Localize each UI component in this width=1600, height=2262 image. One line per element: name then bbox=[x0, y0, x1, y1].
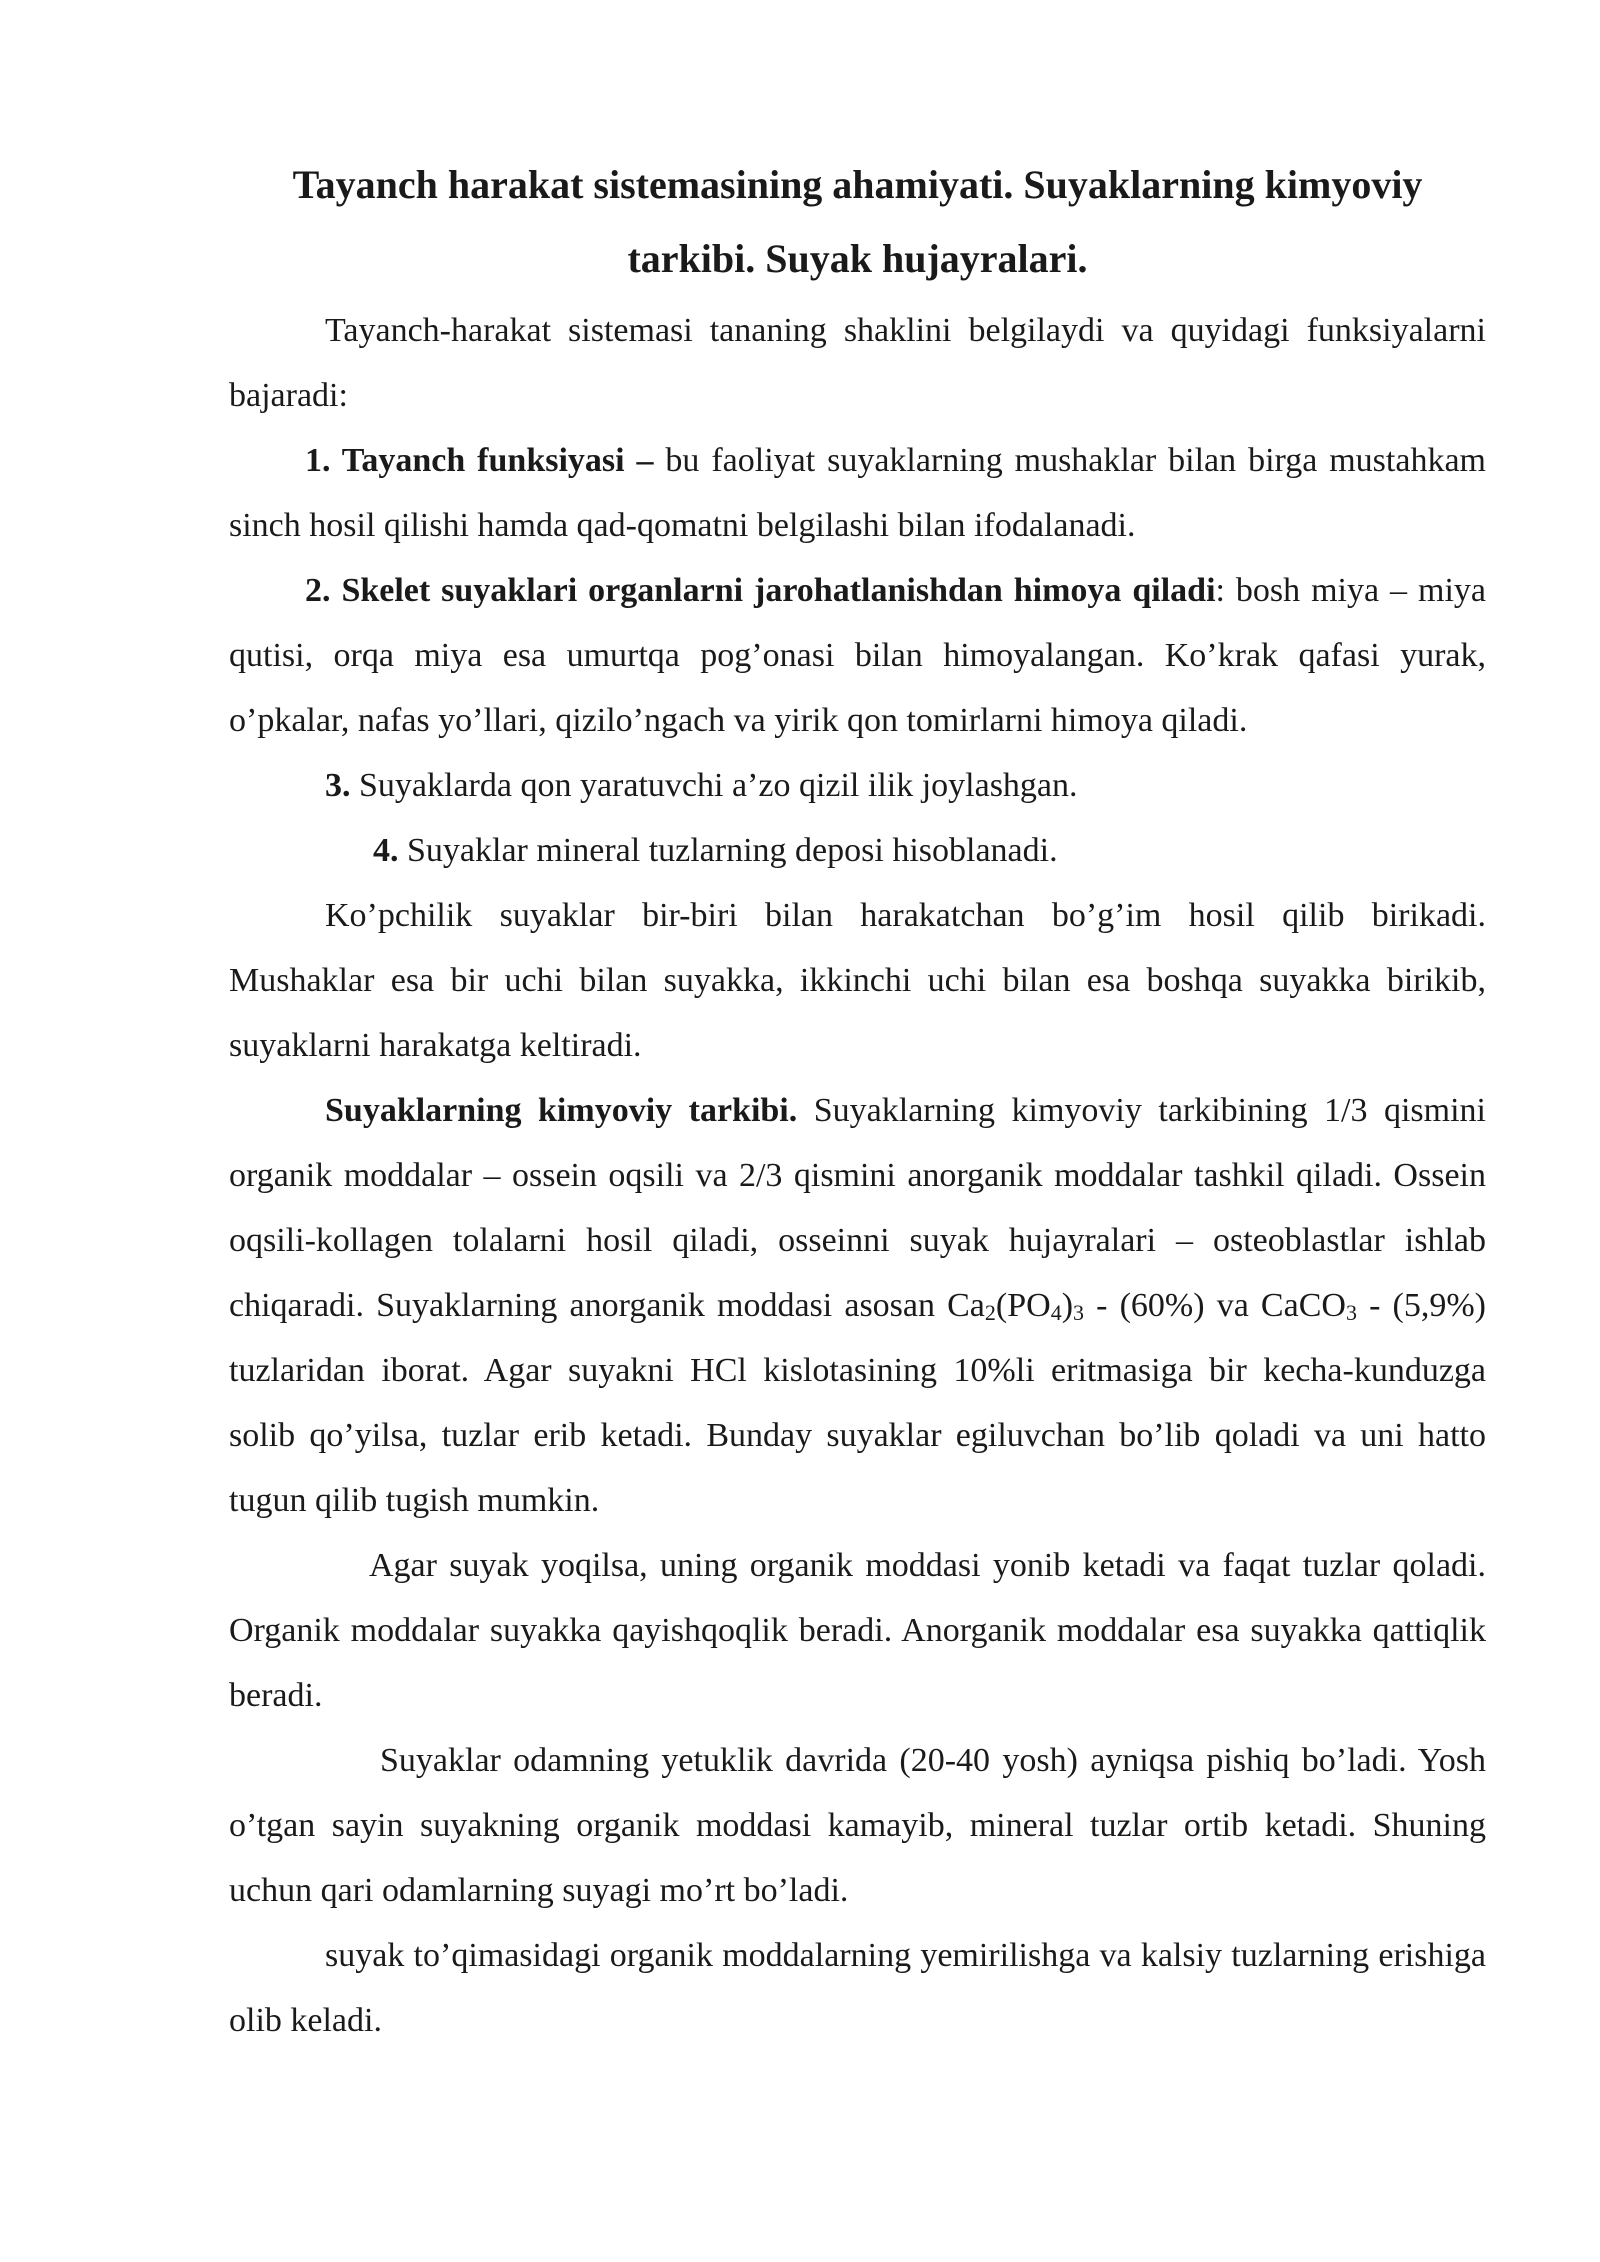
chem-text-2: (PO bbox=[995, 1287, 1051, 1324]
closing-paragraph: suyak to’qimasidagi organik moddalarning yemirilishga va kalsiy tuzlarning erishiga olib keladi. bbox=[229, 1937, 1486, 2039]
chem-text-4: - (60%) va CaCO bbox=[1084, 1287, 1346, 1324]
document-title bbox=[229, 148, 1486, 296]
chem-text-1: Suyaklarning kimyoviy tarkibining 1/3 qismini organik moddalar – ossein oqsili va 2/3 qismini anorganik moddalar tashkil qiladi. Ossein oqsili-kollagen tolalarni hosil qiladi, osseinni suyak hujayralari – osteoblastlar ishlab chiqaradi. Suyaklarning anorganik moddasi asosan Ca bbox=[229, 1092, 1487, 1324]
page-title bbox=[229, 148, 1486, 296]
title-line-1: Tayanch harakat sistemasining ahamiyati. Suyaklarning kimyoviy bbox=[292, 162, 1423, 207]
function-item-2 bbox=[229, 558, 1486, 753]
document-page bbox=[229, 148, 1486, 2053]
function-item-1-heading: 1. Tayanch funksiyasi – bbox=[305, 442, 654, 479]
function-item-1 bbox=[229, 428, 1486, 558]
age-paragraph: Suyaklar odamning yetuklik davrida (20-40 yosh) ayniqsa pishiq bo’ladi. Yosh o’tgan sayin suyakning organik moddasi kamayib, mineral tuzlar ortib ketadi. Shuning uchun qari odamlarning suyagi mo’rt bo’ladi. bbox=[229, 1742, 1486, 1909]
chem-subscript-3: 3 bbox=[1073, 1300, 1085, 1325]
joints-paragraph: Ko’pchilik suyaklar bir-biri bilan harakatchan bo’g’im hosil qilib birikadi. Mushaklar esa bir uchi bilan suyakka, ikkinchi uchi bilan esa boshqa suyakka birikib, suyaklarni harakatga keltiradi. bbox=[229, 897, 1486, 1064]
function-item-4-number: 4. bbox=[373, 832, 399, 869]
chem-subscript-4: 3 bbox=[1345, 1300, 1357, 1325]
function-item-3 bbox=[229, 753, 1486, 818]
function-item-4-text: Suyaklar mineral tuzlarning deposi hisoblanadi. bbox=[398, 832, 1058, 869]
intro-paragraph: Tayanch-harakat sistemasi tananing shaklini belgilaydi va quyidagi funksiyalarni bajaradi: bbox=[229, 312, 1486, 414]
function-item-2-text: : bosh miya – miya qutisi, orqa miya esa umurtqa pog’onasi bilan himoyalangan. Ko’krak qafasi yurak, o’pkalar, nafas yo’llari, qizilo’ngach va yirik qon tomirlarni himoya qiladi. bbox=[229, 572, 1486, 739]
function-item-4 bbox=[229, 818, 1486, 883]
function-item-2-heading: 2. Skelet suyaklari organlarni jarohatlanishdan himoya qiladi bbox=[305, 572, 1216, 609]
chem-subscript-1: 2 bbox=[984, 1300, 996, 1325]
chemical-composition-paragraph bbox=[229, 1078, 1486, 1533]
burning-paragraph: Agar suyak yoqilsa, uning organik moddasi yonib ketadi va faqat tuzlar qoladi. Organik moddalar suyakka qayishqoqlik beradi. Anorganik moddalar esa suyakka qattiqlik beradi. bbox=[229, 1547, 1486, 1714]
chem-text-3: ) bbox=[1061, 1287, 1074, 1324]
function-item-3-text: Suyaklarda qon yaratuvchi a’zo qizil ilik joylashgan. bbox=[350, 767, 1078, 804]
title-line-2: tarkibi. Suyak hujayralari. bbox=[627, 236, 1088, 281]
chemical-composition-heading: Suyaklarning kimyoviy tarkibi. bbox=[325, 1092, 798, 1129]
chem-text-5: - (5,9%) tuzlaridan iborat. Agar suyakni HCl kislotasining 10%li eritmasiga bir kecha-kunduzga solib qo’yilsa, tuzlar erib ketadi. Bunday suyaklar egiluvchan bo’lib qoladi va uni hatto tugun qilib tugish mumkin. bbox=[229, 1287, 1486, 1519]
chem-subscript-2: 4 bbox=[1050, 1300, 1062, 1325]
function-item-3-number: 3. bbox=[325, 767, 351, 804]
function-item-1-text: bu faoliyat suyaklarning mushaklar bilan birga mustahkam sinch hosil qilishi hamda qad-qomatni belgilashi bilan ifodalanadi. bbox=[229, 442, 1486, 544]
